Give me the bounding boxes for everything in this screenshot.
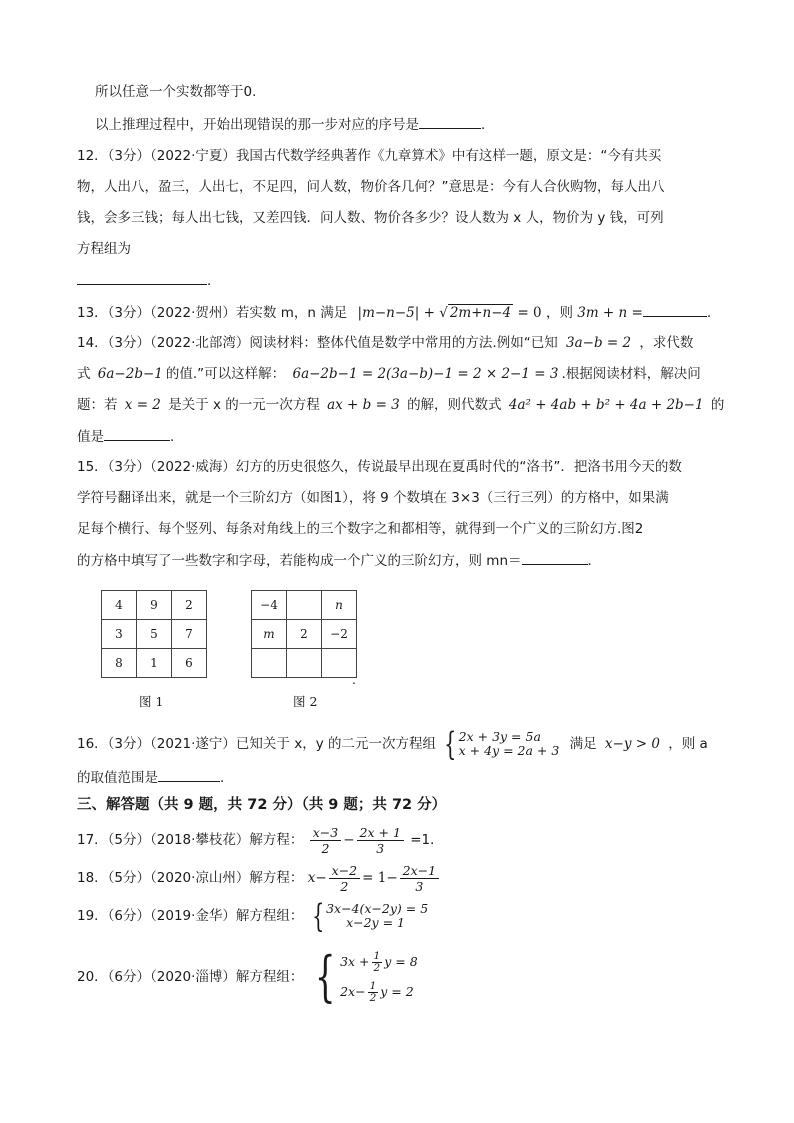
q15-heading: 15．（3分）（2022·威海）幻方的历史很悠久，传说最早出现在夏禹时代的“洛书”．把洛书用今天的数 [77, 459, 682, 475]
sqrt-symbol: √ 2m+n−4 [439, 305, 512, 321]
intro-text-1: 所以任意一个实数都等于0. [95, 84, 257, 100]
q14-line-2: 式 6a−2b−1 的值.”可以这样解： 6a−2b−1 = 2(3a−b)−1 = 2 × 2−1 = 3 .根据阅读材料，解决问 [77, 366, 701, 382]
q17-line: 17．（5分）（2018·攀枝花）解方程： $\frac{x-3}{2}$ − $\frac{2x + 1}{3}$ =1． [77, 824, 444, 856]
answer-blank[interactable] [158, 767, 220, 782]
grid-cell [252, 649, 287, 678]
fraction: $\frac{2x-1}{3}$ [400, 863, 439, 894]
answer-blank[interactable] [419, 114, 481, 129]
magic-square-figure-1 [101, 590, 207, 678]
q13-line-1: 13．（3分）（2022·贺州）若实数 m，n 满足 |m−n−5| + √ 2m+n−4 = 0 ，则 3m + n = . [77, 302, 711, 323]
section-heading: 三、解答题（共 9 题，共 72 分）（共 9 题；共 72 分） [77, 797, 447, 813]
grid-cell: 7 [172, 620, 207, 649]
q20-line [77, 945, 418, 1009]
answer-blank[interactable] [77, 270, 207, 285]
q19-line [77, 898, 428, 934]
grid-cell: 8 [102, 649, 137, 678]
grid-cell: 5 [137, 620, 172, 649]
grid-cell: m [252, 620, 287, 649]
brace-symbol: { [311, 897, 325, 935]
fraction-one-half: $\frac{1}{2}$ [369, 979, 377, 1004]
figure-2-caption: 图 2 [293, 694, 318, 709]
q19-heading: 19．（6分）（2019·金华）解方程组： [77, 908, 304, 924]
grid-cell [287, 591, 322, 620]
figure-2-dot: . [352, 672, 356, 687]
intro-line-1 [95, 82, 256, 102]
q13-heading: 13．（3分）（2022·贺州）若实数 m，n 满足 [77, 305, 348, 321]
q14-line-4: 值是 . [77, 426, 174, 447]
intro-text-2: 以上推理过程中，开始出现错误的那一步对应的序号是 [95, 117, 419, 133]
q12-line-3: 钱，会多三钱；每人出七钱，又差四钱．问人数、物价各多少？设人数为 x 人，物价为 y 钱，可列 [77, 210, 664, 226]
equation-system: { 3x + $\frac{1}{2}$ y = 8 2x− $\frac{1}{2}$ y = 2 [314, 945, 418, 1008]
intro-line-2: 以上推理过程中，开始出现错误的那一步对应的序号是 . [95, 114, 485, 135]
brace-symbol: { [444, 725, 457, 763]
fraction: $\frac{x-2}{2}$ [329, 863, 360, 894]
grid-cell: 9 [137, 591, 172, 620]
q17-heading: 17．（5分）（2018·攀枝花）解方程： [77, 832, 304, 848]
brace-symbol: { [314, 945, 336, 1008]
answer-blank[interactable] [522, 550, 588, 565]
figure-1-caption: 图 1 [139, 694, 164, 709]
grid-cell: 3 [102, 620, 137, 649]
grid-cell: 2 [287, 620, 322, 649]
grid-cell: 6 [172, 649, 207, 678]
answer-blank[interactable] [643, 302, 707, 317]
q14-line-1: 14．（3分）（2022·北部湾）阅读材料：整体代值是数学中常用的方法.例如“已知 3a−b = 2 ，求代数 [77, 335, 694, 351]
q15-line-4: 的方格中填写了一些数字和字母，若能构成一个广义的三阶幻方，则 mn＝ ． [77, 550, 601, 571]
magic-square-figure-2 [251, 590, 357, 678]
q12-line-5: ． [77, 270, 221, 291]
q16-line-1: 16．（3分）（2021·遂宁）已知关于 x，y 的二元一次方程组 { 2x + 3y = 5a x + 4y = 2a + 3 满足 x−y > 0 ，则 a [77, 725, 708, 763]
q18-heading: 18．（5分）（2020·凉山州）解方程： [77, 870, 304, 886]
q15-line-1 [77, 457, 682, 477]
q12-heading: 12．（3分）（2022·宁夏）我国古代数学经典著作《九章算术》中有这样一题，原文是：“今有共买 [77, 148, 662, 164]
q16-heading: 16．（3分）（2021·遂宁）已知关于 x，y 的二元一次方程组 [77, 736, 436, 752]
grid-cell [287, 649, 322, 678]
q14-line-3: 题：若 x = 2 是关于 x 的一元一次方程 ax + b = 3 的解，则代数式 4a² + 4ab + b² + 4a + 2b−1 的 [77, 397, 725, 413]
grid-cell: −2 [322, 620, 357, 649]
equation-system: { 2x + 3y = 5a x + 4y = 2a + 3 [444, 725, 560, 763]
fraction: $\frac{2x + 1}{3}$ [357, 825, 404, 856]
q12-line-4: 方程组为 [77, 241, 131, 257]
grid-cell: 4 [102, 591, 137, 620]
grid-cell: −4 [252, 591, 287, 620]
grid-cell: 1 [137, 649, 172, 678]
grid-cell: 2 [172, 591, 207, 620]
q16-line-2: 的取值范围是 . [77, 767, 224, 788]
q12-line-1 [77, 146, 661, 166]
fraction: $\frac{x-3}{2}$ [310, 825, 341, 856]
grid-cell: n [322, 591, 357, 620]
answer-blank[interactable] [104, 426, 170, 441]
fraction-one-half: $\frac{1}{2}$ [373, 949, 381, 974]
q12-line-2: 物，人出八，盈三，人出七，不足四，问人数，物价各几何？”意思是：今有人合伙购物，每人出八 [77, 179, 665, 195]
q15-line-3: 足每个横行、每个竖列、每条对角线上的三个数字之和都相等，就得到一个广义的三阶幻方.图2 [77, 521, 644, 537]
equation-system: { 3x−4(x−2y) = 5 x−2y = 1 [311, 897, 429, 935]
q15-line-2: 学符号翻译出来，就是一个三阶幻方（如图1），将 9 个数填在 3×3（三行三列）的方格中，如果满 [77, 490, 669, 506]
q20-heading: 20．（6分）（2020·淄博）解方程组： [77, 969, 304, 985]
q14-heading: 14．（3分）（2022·北部湾）阅读材料：整体代值是数学中常用的方法.例如“已知 [77, 335, 558, 351]
q18-line: 18．（5分）（2020·凉山州）解方程： x− $\frac{x-2}{2}$ = 1− $\frac{2x-1}{3}$ [77, 860, 441, 896]
